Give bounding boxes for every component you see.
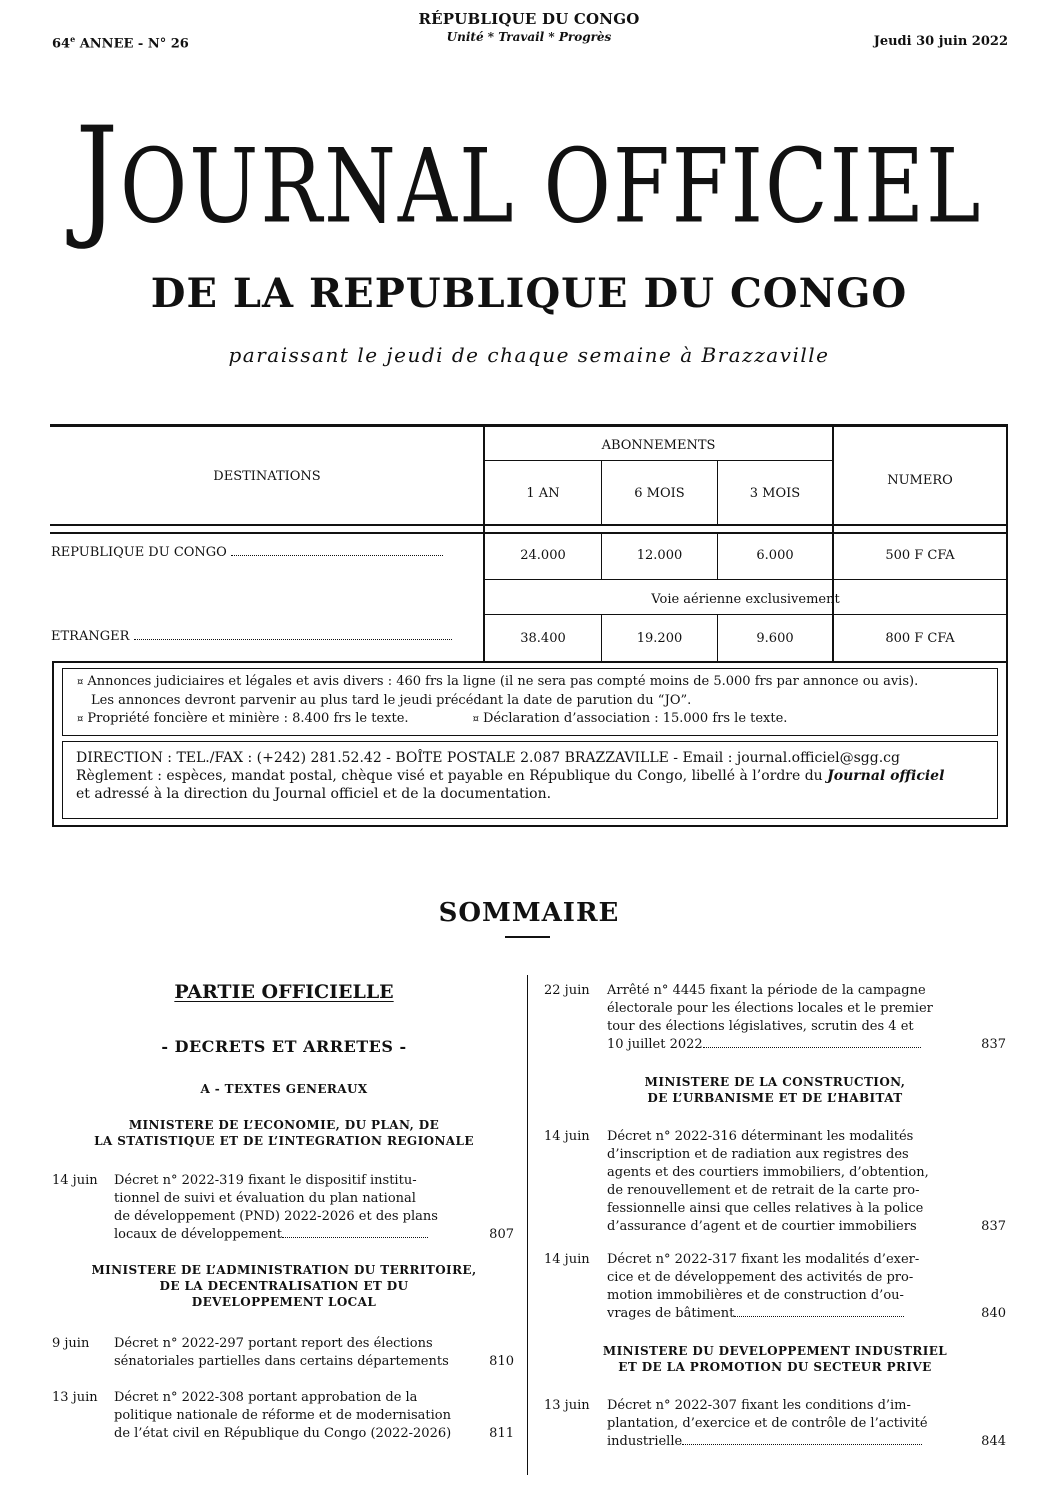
- toc-entry[interactable]: [544, 1251, 1006, 1323]
- price-cell: 38.400: [520, 631, 566, 646]
- toc-entry[interactable]: [544, 982, 1006, 1054]
- period-header: 6 MOIS: [634, 486, 685, 501]
- abonnements-header: ABONNEMENTS: [601, 438, 716, 453]
- issue-number: 64e ANNEE - N° 26: [52, 34, 189, 52]
- toc-entry[interactable]: [52, 1335, 514, 1371]
- table-top-rule: [50, 424, 1008, 427]
- entry-date: 14 juin: [52, 1173, 98, 1188]
- entry-text: Décret n° 2022-316 déterminant les modalités d’inscription et de radiation aux registres des agents et des courtiers immobiliers, d’obtention, de renouvellement et de retrait de la carte pro- fessionnelle ainsi que celles relatives à la police d’assurance d’agent et de courtier immobiliers: [607, 1129, 929, 1234]
- table-rule: [50, 524, 1008, 526]
- entry-date: 13 juin: [52, 1390, 98, 1405]
- price-cell: 12.000: [636, 548, 683, 563]
- entry-page: 837: [981, 1219, 1006, 1234]
- period-header: 1 AN: [526, 486, 560, 501]
- entry-page: 807: [489, 1227, 514, 1242]
- partie-officielle-heading: PARTIE OFFICIELLE: [174, 981, 394, 1003]
- price-cell: 6.000: [756, 548, 794, 563]
- announcement-line: ¤ Propriété foncière et minière : 8.400 frs le texte. ¤ Déclaration d’association : 15.000 frs le texte.: [77, 711, 788, 726]
- section-heading-line: MINISTERE DE L’ADMINISTRATION DU TERRITOIRE,: [91, 1263, 477, 1277]
- toc-entry[interactable]: [544, 1397, 1006, 1451]
- announcement-line: ¤ Annonces judiciaires et légales et avis divers : 460 frs la ligne (il ne sera pas compté moins de 5.000 frs par annonce ou avis).: [77, 674, 919, 689]
- numero-price: 800 F CFA: [885, 631, 955, 646]
- table-rule: [483, 460, 833, 461]
- sommaire-rule: [505, 936, 550, 938]
- direction-line: DIRECTION : TEL./FAX : (+242) 281.52.42 - BOÎTE POSTALE 2.087 BRAZZAVILLE - Email : journal.officiel@sgg.cg: [76, 750, 900, 766]
- destination-etranger: ETRANGER: [51, 629, 452, 644]
- sommaire-title: SOMMAIRE: [438, 898, 620, 928]
- entry-text: Décret n° 2022-297 portant report des élections sénatoriales partielles dans certains départements: [114, 1336, 449, 1369]
- section-heading: [544, 1343, 1006, 1375]
- section-heading-line: DE LA DECENTRALISATION ET DU: [159, 1279, 409, 1293]
- entry-page: 840: [981, 1306, 1006, 1321]
- toc-entry[interactable]: [52, 1389, 514, 1443]
- section-heading-line: DE L’URBANISME ET DE L’HABITAT: [647, 1091, 903, 1105]
- entry-text: Décret n° 2022-317 fixant les modalités d’exer- cice et de développement des activités de pro- motion immobilières et de construction d’ou- vrages de bâtiment: [607, 1252, 920, 1321]
- section-heading-line: MINISTERE DE L’ECONOMIE, DU PLAN, DE: [128, 1118, 440, 1132]
- table-divider: [832, 427, 834, 661]
- issue-date: Jeudi 30 juin 2022: [873, 34, 1008, 49]
- entry-date: 13 juin: [544, 1398, 590, 1413]
- entry-date: 22 juin: [544, 983, 590, 998]
- section-heading-line: MINISTERE DE LA CONSTRUCTION,: [644, 1075, 906, 1089]
- price-cell: 19.200: [636, 631, 683, 646]
- entry-text: Décret n° 2022-308 portant approbation de la politique nationale de réforme et de modernisation de l’état civil en République du Congo (2022-2026): [114, 1390, 452, 1441]
- price-cell: 9.600: [756, 631, 794, 646]
- notices-box: [52, 661, 1008, 827]
- payment-line: et adressé à la direction du Journal officiel et de la documentation.: [76, 786, 552, 802]
- numero-header: NUMERO: [887, 473, 953, 488]
- toc-entry[interactable]: [544, 1128, 1006, 1236]
- entry-text: Décret n° 2022-307 fixant les conditions d’im- plantation, d’exercice et de contrôle de l’activité industrielle: [607, 1398, 928, 1449]
- direction-contact: [62, 741, 998, 819]
- section-heading-line: LA STATISTIQUE ET DE L’INTEGRATION REGIONALE: [94, 1134, 474, 1148]
- payment-line: Règlement : espèces, mandat postal, chèque visé et payable en République du Congo, libellé à l’ordre du Journal officiel: [76, 768, 945, 784]
- destinations-header: DESTINATIONS: [213, 469, 321, 484]
- entry-date: 14 juin: [544, 1252, 590, 1267]
- table-rule: [483, 614, 1008, 615]
- table-rule: [483, 579, 1008, 580]
- section-heading-line: MINISTERE DU DEVELOPPEMENT INDUSTRIEL: [602, 1344, 948, 1358]
- section-heading-line: DEVELOPPEMENT LOCAL: [191, 1295, 377, 1309]
- journal-tagline: paraissant le jeudi de chaque semaine à Brazzaville: [228, 343, 830, 367]
- table-rule: [50, 532, 1008, 534]
- national-motto: Unité * Travail * Progrès: [446, 30, 612, 44]
- section-heading-line: ET DE LA PROMOTION DU SECTEUR PRIVE: [618, 1360, 932, 1374]
- entry-page: 811: [489, 1426, 514, 1441]
- journal-subtitle: DE LA REPUBLIQUE DU CONGO: [150, 270, 908, 317]
- entry-text: Décret n° 2022-319 fixant le dispositif institu- tionnel de suivi et évaluation du plan national de développement (PND) 2022-2026 et des plans locaux de développement: [114, 1173, 438, 1242]
- entry-date: 9 juin: [52, 1336, 90, 1351]
- column-divider: [527, 975, 528, 1475]
- decrets-heading: - DECRETS ET ARRETES -: [161, 1037, 407, 1056]
- republic-name: RÉPUBLIQUE DU CONGO: [418, 10, 640, 28]
- entry-page: 810: [489, 1354, 514, 1369]
- section-heading: [52, 1117, 516, 1149]
- price-cell: 24.000: [520, 548, 566, 563]
- entry-page: 844: [981, 1434, 1006, 1449]
- entry-date: 14 juin: [544, 1129, 590, 1144]
- journal-title: JOURNAL OFFICIEL: [75, 98, 983, 253]
- textes-generaux-heading: A - TEXTES GENERAUX: [200, 1082, 368, 1096]
- toc-entry[interactable]: [52, 1172, 514, 1244]
- numero-price: 500 F CFA: [885, 548, 955, 563]
- entry-page: 837: [981, 1037, 1006, 1052]
- destination-congo: REPUBLIQUE DU CONGO: [51, 545, 443, 560]
- entry-text: Arrêté n° 4445 fixant la période de la campagne électorale pour les élections locales et le premier tour des élections législatives, scrutin des 4 et 10 juillet 2022: [607, 983, 933, 1052]
- announcement-rates: [62, 668, 998, 736]
- section-heading: [544, 1074, 1006, 1106]
- air-mail-note: Voie aérienne exclusivement: [651, 592, 840, 607]
- table-divider: [1006, 427, 1008, 661]
- section-heading: [52, 1262, 516, 1310]
- announcement-line: Les annonces devront parvenir au plus tard le jeudi précédant la date de parution du “JO”.: [91, 693, 692, 708]
- period-header: 3 MOIS: [749, 486, 801, 501]
- table-divider: [483, 427, 485, 661]
